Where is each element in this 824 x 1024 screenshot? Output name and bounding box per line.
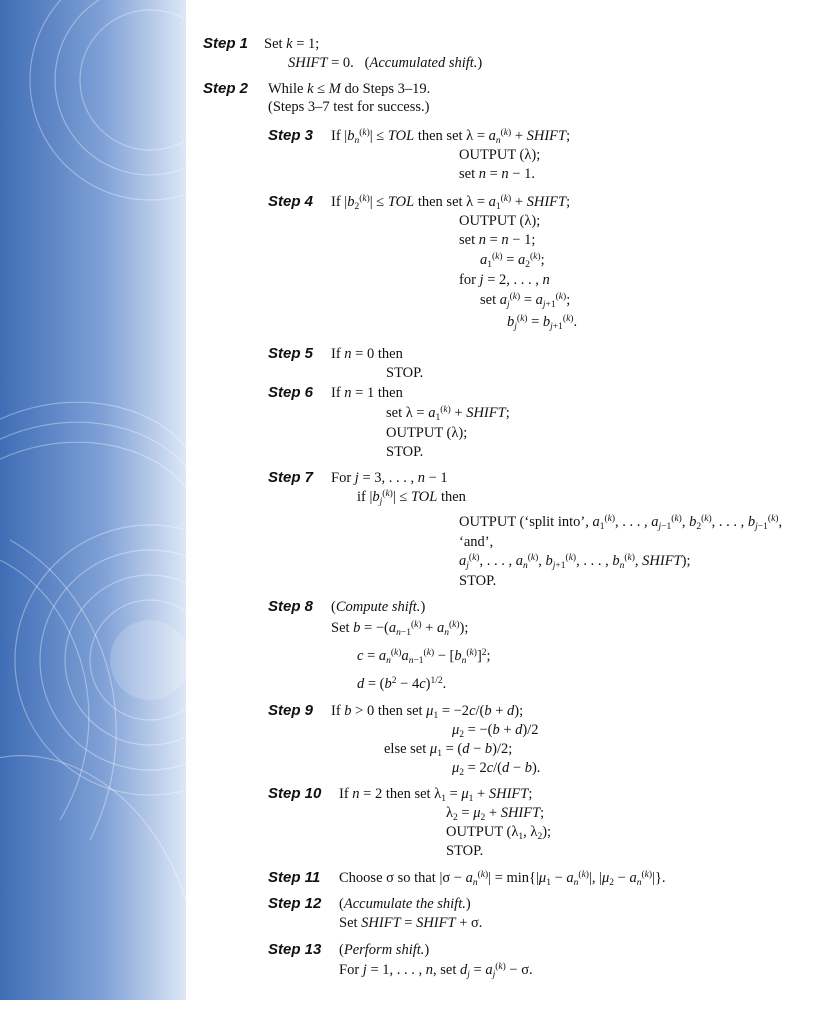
step-line: Set SHIFT = SHIFT + σ. (339, 915, 483, 931)
step-line: set n = n − 1; (459, 232, 536, 248)
step-line: else set $\mu_1 = (d - b)/2$; (384, 741, 513, 759)
step-line: STOP. (386, 444, 424, 460)
step-line: set n = n − 1. (459, 166, 535, 182)
step-line: Choose σ so that $|\sigma - a_n^{(k)}| = \min\{|\mu_1 - a_n^{(k)}|$, $|\mu_2 - a_n^{(k)}|$}. (339, 870, 666, 888)
step-label: Step 8 (268, 598, 314, 615)
step-line: For j = 1, . . . , n, set $d_j = a_j^{(k)} - \sigma$. (339, 962, 533, 980)
step-label: Step 10 (268, 785, 322, 802)
step-line: $a_1^{(k)} = a_2^{(k)}$; (480, 252, 545, 270)
step-line: ‘and’, (459, 534, 494, 550)
step-line: OUTPUT (λ); (386, 425, 468, 441)
step-line: $\lambda_2 = \mu_2$ + SHIFT; (446, 805, 545, 823)
step-line: OUTPUT (‘split into’, $a_1^{(k)}$, . . . , $a_{j-1}^{(k)}$, $b_2^{(k)}$, . . . , $b_{j-1}^{(k)}$, (459, 514, 783, 532)
step-line: OUTPUT ($\lambda_1$, $\lambda_2$); (446, 824, 552, 842)
step-label: Step 11 (268, 869, 321, 886)
step-line: (Accumulate the shift.) (339, 896, 471, 912)
step-label: Step 7 (268, 469, 314, 486)
step-line: If n = 1 then (331, 385, 403, 401)
step-line: Set $b = -(a_{n-1}^{(k)} + a_n^{(k)})$; (331, 620, 469, 638)
step-label: Step 9 (268, 702, 314, 719)
step-line: While k ≤ M do Steps 3–19. (268, 81, 431, 97)
step-label: Step 4 (268, 193, 314, 210)
step-line: For j = 3, . . . , n − 1 (331, 470, 448, 486)
step-line: Set k = 1; (264, 36, 320, 52)
step-line: OUTPUT (λ); (459, 147, 541, 163)
step-line: STOP. (386, 365, 424, 381)
swirl-graphic (0, 0, 186, 1000)
step-label: Step 13 (268, 941, 322, 958)
step-label: Step 3 (268, 127, 314, 144)
step-line: for j = 2, . . . , n (459, 272, 550, 288)
step-line: SHIFT = 0. (Accumulated shift.) (288, 55, 483, 71)
step-line: (Perform shift.) (339, 942, 430, 958)
step-line: $a_j^{(k)}$, . . . , $a_n^{(k)}$, $b_{j+1}^{(k)}$, . . . , $b_n^{(k)}$, SHIFT); (459, 553, 691, 571)
step-line: If $|b_2^{(k)}|$ ≤ TOL then set $\lambda = a_1^{(k)}$ + SHIFT; (331, 194, 571, 212)
step-line: $\mu_2 = -(b + d)/2$ (452, 722, 539, 740)
step-line: If $|b_n^{(k)}|$ ≤ TOL then set $\lambda = a_n^{(k)}$ + SHIFT; (331, 128, 571, 146)
step-label: Step 5 (268, 345, 314, 362)
step-line: If n = 0 then (331, 346, 403, 362)
step-line: $\mu_2 = 2c/(d - b)$. (452, 760, 541, 778)
step-label: Step 1 (203, 35, 249, 52)
step-line: $d = (b^2 - 4c)^{1/2}$. (357, 676, 447, 692)
step-label: Step 12 (268, 895, 322, 912)
step-line: (Compute shift.) (331, 599, 426, 615)
step-label: Step 2 (203, 80, 249, 97)
step-line: (Steps 3–7 test for success.) (268, 99, 430, 115)
step-line: STOP. (446, 843, 484, 859)
decorative-side-band (0, 0, 186, 1000)
step-line: STOP. (459, 573, 497, 589)
step-line: If n = 2 then set $\lambda_1 = \mu_1$ + SHIFT; (339, 786, 533, 804)
step-line: set $\lambda = a_1^{(k)}$ + SHIFT; (386, 405, 510, 423)
step-line: if $|b_j^{(k)}|$ ≤ TOL then (357, 489, 466, 507)
step-line: $c = a_n^{(k)}a_{n-1}^{(k)} - [b_n^{(k)}]^2$; (357, 648, 491, 666)
step-line: If b > 0 then set $\mu_1 = -2c/(b + d)$; (331, 703, 524, 721)
step-label: Step 6 (268, 384, 314, 401)
step-line: set $a_j^{(k)} = a_{j+1}^{(k)}$; (480, 292, 571, 310)
step-line: $b_j^{(k)} = b_{j+1}^{(k)}$. (507, 314, 578, 332)
step-line: OUTPUT (λ); (459, 213, 541, 229)
